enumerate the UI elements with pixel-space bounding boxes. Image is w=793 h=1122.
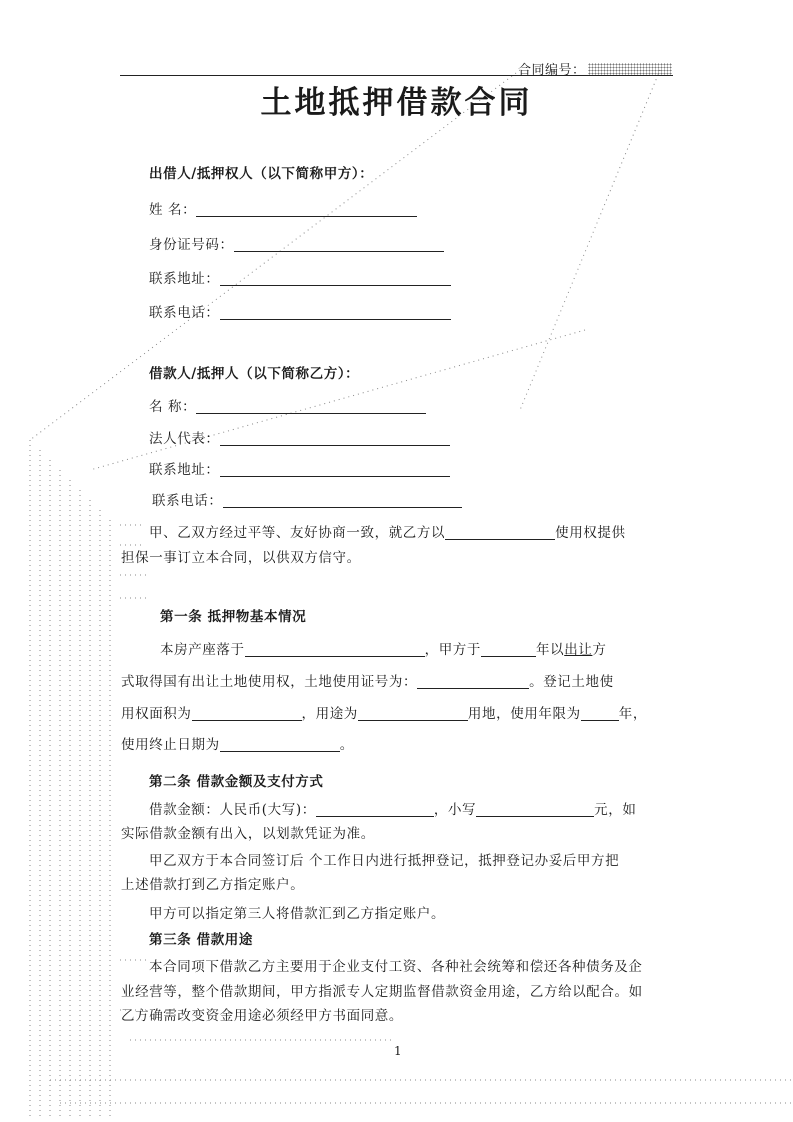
article2-text-c: 元，如 <box>594 802 637 818</box>
article3-line-1: 本合同项下借款乙方主要用于企业支付工资、各种社会统筹和偿还各种债务及企 <box>149 959 643 975</box>
lender-name-field[interactable] <box>196 203 417 217</box>
article1-text-f: 式取得国有出让土地使用权，土地使用证号为： <box>121 674 418 690</box>
header-rule <box>120 75 673 76</box>
article1-text-c: 年以 <box>536 642 565 658</box>
lender-address-label: 联系地址： <box>149 271 220 287</box>
article1-line-1 <box>160 638 607 658</box>
borrower-name-row <box>149 395 426 415</box>
borrower-name-field[interactable] <box>196 400 426 414</box>
end-date-field[interactable] <box>220 738 340 752</box>
article1-text-a: 本房产座落于 <box>160 642 245 658</box>
land-purpose-field[interactable] <box>358 707 468 721</box>
lender-name-label: 姓 名： <box>149 202 197 218</box>
article1-text-h: 用权面积为 <box>121 706 192 722</box>
document-title: 土地抵押借款合同 <box>260 85 533 121</box>
intro-text-b: 使用权提供 <box>555 525 626 541</box>
property-location-field[interactable] <box>245 643 425 657</box>
article1-line-3 <box>121 702 647 722</box>
article3-line-2: 业经营等，整个借款期间，甲方指派专人定期监督借款资金用途，乙方给以配合。如 <box>121 984 643 1000</box>
article1-heading: 第一条 抵押物基本情况 <box>160 609 307 625</box>
lender-address-row <box>149 267 451 287</box>
article1-text-i: ，用途为 <box>301 706 358 722</box>
borrower-phone-row <box>152 489 462 509</box>
article1-text-e: 方 <box>592 642 607 658</box>
article2-line-4: 上述借款打到乙方指定账户。 <box>121 877 305 893</box>
borrower-address-field[interactable] <box>220 463 450 477</box>
article1-line-2 <box>121 670 614 690</box>
borrower-name-label: 名 称： <box>149 399 197 415</box>
article2-text-b: ，小写 <box>433 802 477 818</box>
use-years-field[interactable] <box>581 707 619 721</box>
intro-line-2: 担保一事订立本合同，以供双方信守。 <box>121 550 361 566</box>
article1-text-m: 。 <box>339 737 354 753</box>
land-area-field[interactable] <box>192 707 302 721</box>
lender-name-row <box>149 198 417 218</box>
lender-phone-field[interactable] <box>220 306 451 320</box>
amount-words-field[interactable] <box>316 803 434 817</box>
contract-number-label: 合同编号： <box>518 63 586 78</box>
article1-text-k: 年， <box>618 706 647 722</box>
article1-text-b: ，甲方于 <box>424 642 482 658</box>
page-number: 1 <box>394 1044 402 1058</box>
lender-id-label: 身份证号码： <box>149 237 234 253</box>
lender-phone-row <box>149 301 451 321</box>
article2-line-1 <box>149 798 636 818</box>
lender-phone-label: 联系电话： <box>149 305 220 321</box>
borrower-address-label: 联系地址： <box>149 462 220 478</box>
article1-text-l: 使用终止日期为 <box>121 737 220 753</box>
article3-heading: 第三条 借款用途 <box>149 932 253 948</box>
article1-text-g: 。登记土地使 <box>529 674 614 690</box>
borrower-phone-label: 联系电话： <box>152 493 223 509</box>
land-use-right-field[interactable] <box>445 526 555 540</box>
borrower-heading: 借款人/抵押人（以下简称乙方）： <box>149 366 360 382</box>
lender-address-field[interactable] <box>220 272 451 286</box>
lender-heading: 出借人/抵押权人（以下简称甲方）： <box>149 166 374 182</box>
lender-id-row <box>149 233 444 253</box>
amount-figures-field[interactable] <box>476 803 594 817</box>
acquire-year-field[interactable] <box>481 643 536 657</box>
article1-line-4 <box>121 733 354 753</box>
article2-heading: 第二条 借款金额及支付方式 <box>149 774 324 790</box>
borrower-rep-field[interactable] <box>220 432 450 446</box>
article2-line-3: 甲乙双方于本合同签订后 个工作日内进行抵押登记，抵押登记办妥后甲方把 <box>149 853 620 869</box>
article2-line-5: 甲方可以指定第三人将借款汇到乙方指定账户。 <box>149 906 446 922</box>
lender-id-field[interactable] <box>234 238 444 252</box>
land-certificate-no-field[interactable] <box>417 675 529 689</box>
article2-text-a: 借款金额：人民币(大写)： <box>149 802 316 818</box>
article1-text-j: 用地，使用年限为 <box>467 706 581 722</box>
borrower-rep-label: 法人代表： <box>149 431 220 447</box>
article3-line-3: 乙方确需改变资金用途必须经甲方书面同意。 <box>121 1008 403 1024</box>
borrower-address-row <box>149 458 450 478</box>
intro-line-1 <box>149 521 626 541</box>
borrower-phone-field[interactable] <box>223 494 462 508</box>
article2-line-2: 实际借款金额有出入，以划款凭证为准。 <box>121 826 375 842</box>
borrower-rep-row <box>149 427 450 447</box>
intro-text-a: 甲、乙双方经过平等、友好协商一致，就乙方以 <box>149 525 446 541</box>
article1-transfer-word: 出让 <box>564 642 593 658</box>
